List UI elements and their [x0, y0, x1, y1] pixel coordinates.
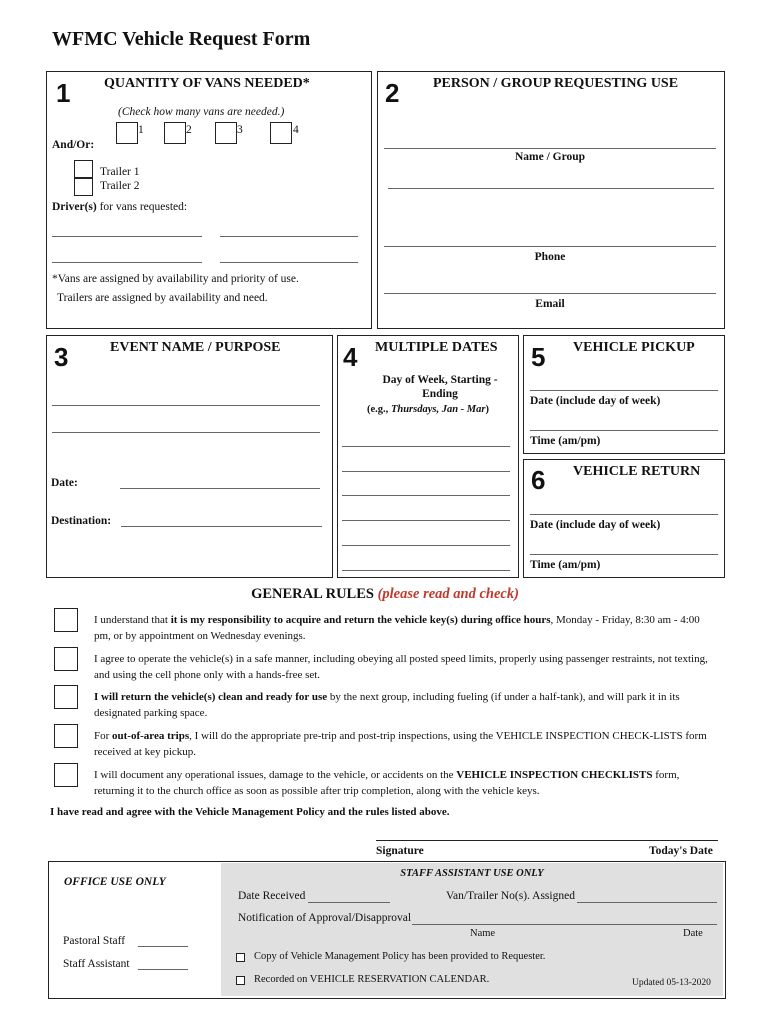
- multiple-dates-field-1[interactable]: [342, 446, 510, 447]
- staff-assistant-title: STAFF ASSISTANT USE ONLY: [400, 868, 544, 879]
- rule-3-checkbox[interactable]: [54, 685, 78, 709]
- rule-2-text: I agree to operate the vehicle(s) in a safe manner, including obeying all posted speed limits, properly using passenger restraints, not texting, and using the cell phone only with a hands-free set.: [94, 653, 708, 681]
- rule-1-checkbox[interactable]: [54, 608, 78, 632]
- name-group-field[interactable]: [384, 148, 716, 149]
- return-time-label: Time (am/pm): [530, 559, 601, 571]
- multiple-dates-field-6[interactable]: [342, 570, 510, 571]
- notification-label: Notification of Approval/Disapproval: [238, 912, 412, 924]
- section-number-6: 6: [531, 465, 546, 495]
- section-number-5: 5: [531, 342, 546, 372]
- updated-date: Updated 05-13-2020: [632, 978, 711, 988]
- rule-4-text: For out-of-area trips, I will do the appropriate pre-trip and post-trip inspections, using the VEHICLE INSPECTION CHECK-LISTS form received at key pickup.: [94, 730, 707, 758]
- return-date-field[interactable]: [530, 514, 718, 515]
- date-received-label: Date Received: [238, 890, 306, 902]
- section-number-3: 3: [54, 342, 69, 372]
- multiple-dates-field-5[interactable]: [342, 545, 510, 546]
- section-number-1: 1: [56, 78, 71, 108]
- notification-name-label: Name: [470, 928, 496, 939]
- notification-date-label: Date: [683, 928, 703, 939]
- name-group-label: Name / Group: [514, 151, 586, 163]
- staff-assistant-label: Staff Assistant: [63, 958, 130, 970]
- email-label: Email: [535, 298, 565, 310]
- policy-copy-label: Copy of Vehicle Management Policy has been provided to Requester.: [254, 951, 546, 962]
- and-or-label: And/Or:: [52, 139, 95, 151]
- van-1-checkbox[interactable]: [116, 122, 138, 144]
- event-purpose-field-1[interactable]: [52, 405, 320, 406]
- calendar-recorded-label: Recorded on VEHICLE RESERVATION CALENDAR.: [254, 974, 490, 985]
- van-4-label: 4: [293, 124, 299, 136]
- van-2-checkbox[interactable]: [164, 122, 186, 144]
- event-purpose-field-2[interactable]: [52, 432, 320, 433]
- van-trailer-assigned-field[interactable]: [577, 902, 717, 903]
- signature-label: Signature: [376, 845, 424, 857]
- vans-note: *Vans are assigned by availability and priority of use.: [52, 273, 299, 285]
- signature-field[interactable]: [376, 840, 718, 841]
- section-title-event: EVENT NAME / PURPOSE: [110, 340, 281, 355]
- trailers-note: Trailers are assigned by availability and need.: [57, 292, 268, 304]
- return-time-field[interactable]: [530, 554, 718, 555]
- pickup-date-label: Date (include day of week): [530, 395, 661, 407]
- driver-field-2[interactable]: [220, 236, 358, 237]
- destination-label: Destination:: [51, 515, 112, 527]
- trailer-1-checkbox[interactable]: [74, 160, 93, 178]
- trailer-2-checkbox[interactable]: [74, 178, 93, 196]
- rule-5-text: I will document any operational issues, damage to the vehicle, or accidents on the VEHICLE INSPECTION CHECKLISTS form, returning it to the church office as soon as possible after trip completion, along with the vehicle keys.: [94, 769, 680, 797]
- trailer-2-label: Trailer 2: [100, 180, 140, 192]
- section-number-4: 4: [343, 342, 358, 372]
- office-use-title: OFFICE USE ONLY: [64, 876, 166, 888]
- pastoral-staff-label: Pastoral Staff: [63, 935, 126, 947]
- staff-assistant-field[interactable]: [138, 969, 188, 970]
- rule-4-checkbox[interactable]: [54, 724, 78, 748]
- section-title-pickup: VEHICLE PICKUP: [573, 340, 695, 355]
- multiple-dates-example: (e.g., Thursdays, Jan - Mar): [367, 404, 489, 415]
- van-3-checkbox[interactable]: [215, 122, 237, 144]
- van-4-checkbox[interactable]: [270, 122, 292, 144]
- calendar-recorded-checkbox[interactable]: [236, 976, 245, 985]
- section-multiple-dates: [337, 335, 519, 578]
- van-2-label: 2: [186, 124, 192, 136]
- rule-1-text: I understand that it is my responsibility to acquire and return the vehicle key(s) during office hours, Monday - Friday, 8:30 am - 4:00 pm, or by appointment on Wednesday evenings.: [94, 614, 700, 642]
- event-date-field[interactable]: [120, 488, 320, 489]
- rule-3-text: I will return the vehicle(s) clean and ready for use by the next group, including fueling (if under a half-tank), and will park it in its designated parking space.: [94, 691, 680, 719]
- destination-field[interactable]: [121, 526, 322, 527]
- form-title: WFMC Vehicle Request Form: [52, 28, 311, 50]
- phone-field[interactable]: [384, 246, 716, 247]
- todays-date-label: Today's Date: [649, 845, 713, 857]
- van-instruction: (Check how many vans are needed.): [118, 106, 285, 118]
- date-received-field[interactable]: [308, 902, 390, 903]
- multiple-dates-field-3[interactable]: [342, 495, 510, 496]
- pickup-time-field[interactable]: [530, 430, 718, 431]
- name-group-field-2[interactable]: [388, 188, 714, 189]
- pastoral-staff-field[interactable]: [138, 946, 188, 947]
- return-date-label: Date (include day of week): [530, 519, 661, 531]
- rule-2-checkbox[interactable]: [54, 647, 78, 671]
- section-title-requester: PERSON / GROUP REQUESTING USE: [433, 76, 679, 91]
- agreement-statement: I have read and agree with the Vehicle Management Policy and the rules listed above.: [50, 806, 450, 818]
- drivers-label: Driver(s) for vans requested:: [52, 201, 188, 213]
- van-trailer-assigned-label: Van/Trailer No(s). Assigned: [446, 890, 575, 902]
- section-requester: [377, 71, 725, 329]
- rule-5-checkbox[interactable]: [54, 763, 78, 787]
- section-title-multiple-dates: MULTIPLE DATES: [375, 340, 498, 355]
- section-number-2: 2: [385, 78, 400, 108]
- section-title-return: VEHICLE RETURN: [573, 464, 701, 479]
- policy-copy-checkbox[interactable]: [236, 953, 245, 962]
- driver-field-4[interactable]: [220, 262, 358, 263]
- multiple-dates-field-2[interactable]: [342, 471, 510, 472]
- event-date-label: Date:: [51, 477, 78, 489]
- general-rules-title: GENERAL RULES (please read and check): [251, 586, 519, 602]
- pickup-time-label: Time (am/pm): [530, 435, 601, 447]
- multiple-dates-subtitle: Day of Week, Starting - Ending: [382, 374, 498, 400]
- van-1-label: 1: [138, 124, 144, 136]
- multiple-dates-field-4[interactable]: [342, 520, 510, 521]
- pickup-date-field[interactable]: [530, 390, 718, 391]
- driver-field-1[interactable]: [52, 236, 202, 237]
- van-3-label: 3: [237, 124, 243, 136]
- section-event: [46, 335, 333, 578]
- notification-field[interactable]: [412, 924, 717, 925]
- phone-label: Phone: [534, 251, 566, 263]
- section-title-quantity: QUANTITY OF VANS NEEDED*: [104, 76, 310, 91]
- driver-field-3[interactable]: [52, 262, 202, 263]
- email-field[interactable]: [384, 293, 716, 294]
- trailer-1-label: Trailer 1: [100, 166, 140, 178]
